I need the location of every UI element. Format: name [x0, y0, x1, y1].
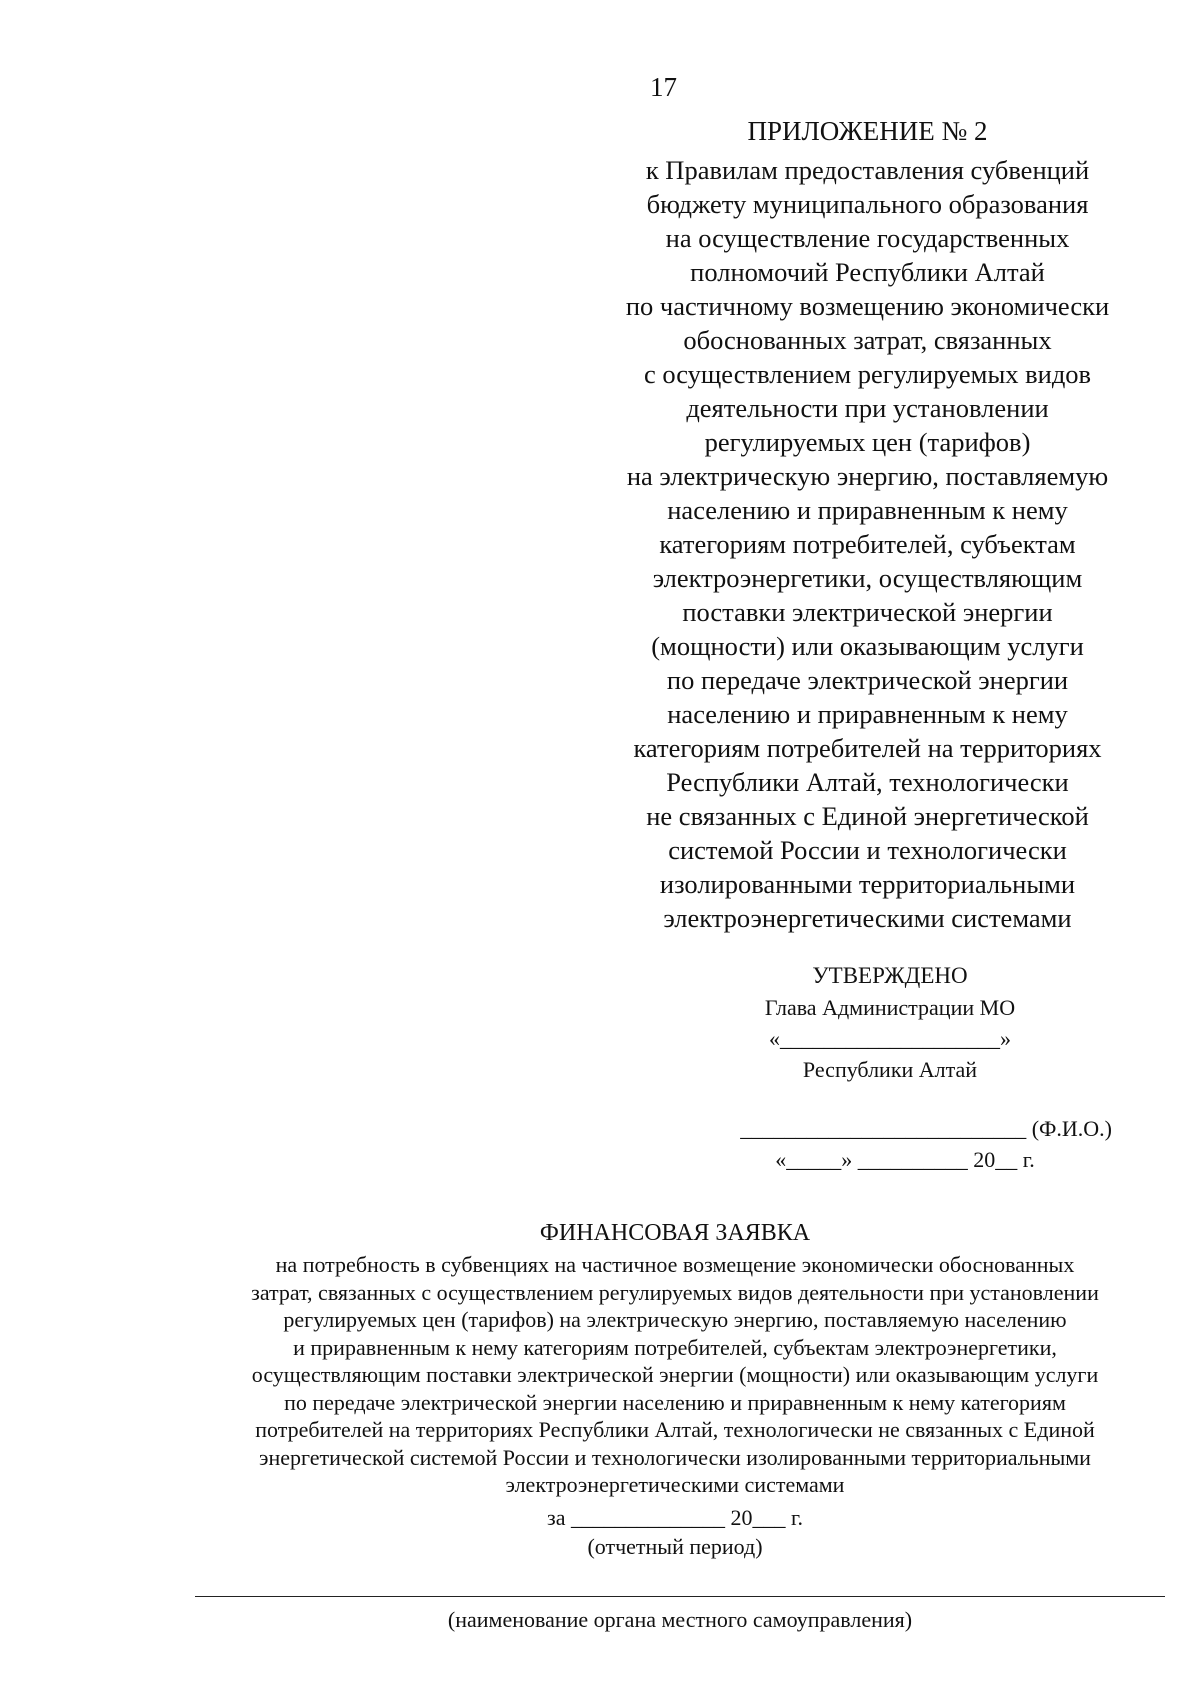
financial-request — [185, 1217, 1165, 1561]
page-number: 17 — [650, 72, 677, 102]
appendix-header — [595, 113, 1140, 935]
appendix-line: электроэнергетики, осуществляющим — [652, 563, 1083, 593]
approver-position: Глава Администрации МО — [764, 995, 1016, 1020]
appendix-line: по частичному возмещению экономически — [625, 291, 1110, 321]
fio-signature-line: __________________________ (Ф.И.О.) — [740, 1116, 1112, 1141]
appendix-line: категориям потребителей на территориях — [633, 733, 1102, 763]
appendix-title: ПРИЛОЖЕНИЕ № 2 — [747, 116, 988, 146]
approval-block — [640, 960, 1140, 1175]
appendix-line: поставки электрической энергии — [682, 597, 1053, 627]
appendix-line: с осуществлением регулируемых видов — [643, 359, 1092, 389]
mo-name-blank: «____________________» — [769, 1026, 1011, 1051]
request-line: затрат, связанных с осуществлением регулируемых видов деятельности при установлении — [251, 1279, 1099, 1305]
appendix-line: по передаче электрической энергии — [666, 665, 1069, 695]
appendix-line: (мощности) или оказывающим услуги — [651, 631, 1084, 661]
appendix-line: электроэнергетическими системами — [663, 903, 1072, 933]
appendix-line: полномочий Республики Алтай — [690, 257, 1045, 287]
reporting-period-line: за ______________ 20___ г. — [547, 1504, 803, 1530]
request-title: ФИНАНСОВАЯ ЗАЯВКА — [539, 1220, 811, 1246]
approval-date-line: «_____» __________ 20__ г. — [775, 1147, 1035, 1172]
appendix-line: на осуществление государственных — [665, 223, 1070, 253]
appendix-line: Республики Алтай, технологически — [666, 767, 1069, 797]
org-name-rule — [195, 1596, 1165, 1597]
request-line: на потребность в субвенциях на частичное возмещение экономически обоснованных — [275, 1252, 1075, 1277]
appendix-line: не связанных с Единой энергетической — [646, 801, 1089, 831]
appendix-line: системой России и технологически — [668, 835, 1067, 865]
request-line: по передаче электрической энергии населению и приравненным к нему категориям — [284, 1389, 1066, 1415]
request-line: электроэнергетическими системами — [505, 1472, 845, 1497]
approval-spacer — [640, 1085, 1140, 1113]
org-name-label: (наименование органа местного самоуправления) — [447, 1607, 913, 1632]
request-line: осуществляющим поставки электрической энергии (мощности) или оказывающим услуги — [251, 1362, 1099, 1387]
appendix-line: населению и приравненным к нему — [667, 699, 1068, 729]
appendix-line: к Правилам предоставления субвенций — [645, 155, 1090, 185]
appendix-line: населению и приравненным к нему — [667, 495, 1068, 525]
appendix-line: бюджету муниципального образования — [646, 189, 1089, 219]
approved-title: УТВЕРЖДЕНО — [812, 963, 968, 988]
reporting-period-label: (отчетный период) — [587, 1533, 763, 1559]
appendix-line: регулируемых цен (тарифов) — [704, 427, 1031, 457]
appendix-line: обоснованных затрат, связанных — [683, 325, 1052, 355]
appendix-line: деятельности при установлении — [686, 393, 1049, 423]
appendix-line: на электрическую энергию, поставляемую — [626, 461, 1109, 491]
request-line: регулируемых цен (тарифов) на электрическую энергию, поставляемую населению — [283, 1307, 1067, 1332]
appendix-line: категориям потребителей, субъектам — [659, 529, 1076, 559]
request-line: энергетической системой России и технологически изолированными территориальными — [259, 1444, 1091, 1470]
request-line: и приравненным к нему категориям потребителей, субъектам электроэнергетики, — [293, 1334, 1057, 1360]
appendix-line: изолированными территориальными — [659, 869, 1076, 899]
approver-region: Республики Алтай — [802, 1057, 978, 1082]
request-line: потребителей на территориях Республики Алтай, технологически не связанных с Единой — [255, 1417, 1095, 1442]
